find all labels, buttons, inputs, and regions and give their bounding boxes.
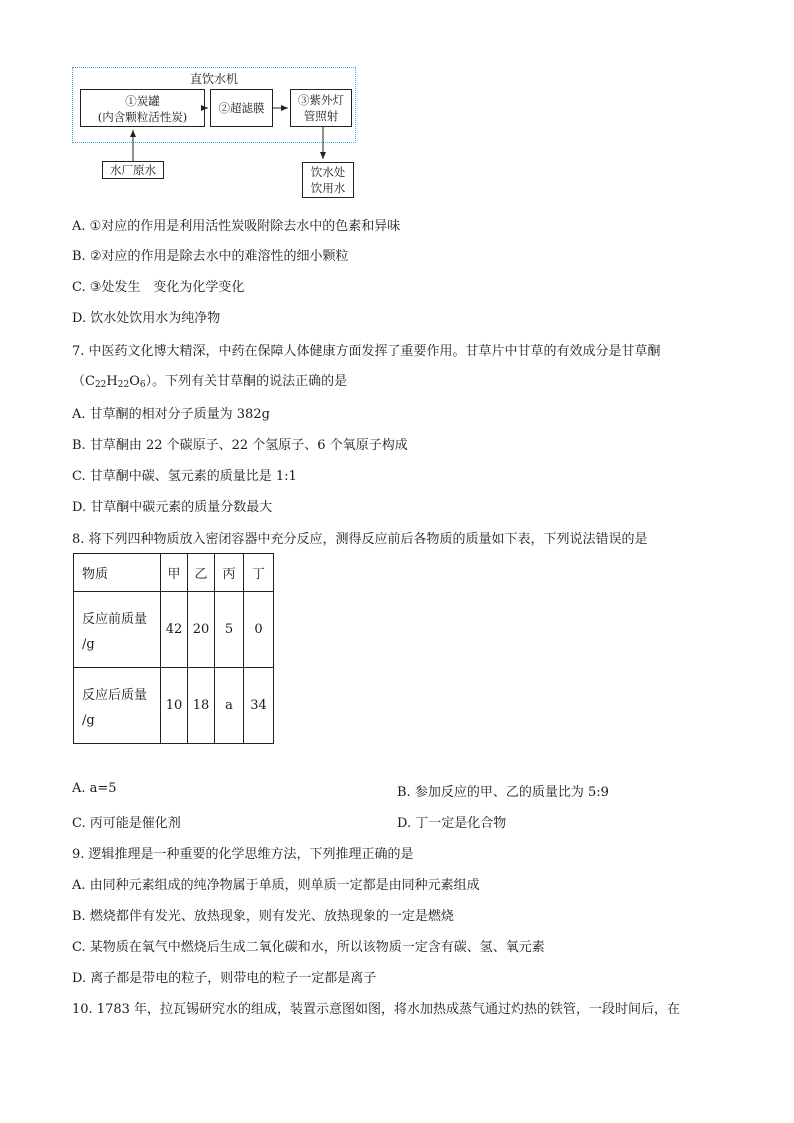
uv-lamp-label: ③紫外灯 (298, 93, 344, 107)
row-label-unit: /g (82, 712, 95, 728)
formula-h: H (106, 374, 118, 389)
table-header-cell: 丁 (244, 554, 274, 592)
q7-stem-line1: 7. 中医药文化博大精深，中药在保障人体健康方面发挥了重要作用。甘草片中甘草的有效成分是甘草酮 (72, 344, 661, 359)
q9-stem: 9. 逻辑推理是一种重要的化学思维方法，下列推理正确的是 (72, 847, 414, 862)
diagram-title: 直饮水机 (189, 72, 238, 86)
q9-option-c: C. 某物质在氧气中燃烧后生成二氧化碳和水，所以该物质一定含有碳、氢、氧元素 (72, 940, 545, 955)
q8-option-a: A. a=5 (72, 781, 117, 796)
formula-sub-h: 22 (117, 380, 130, 390)
table-cell: 20 (188, 592, 215, 668)
table-cell: 18 (188, 668, 215, 744)
table-row (74, 668, 274, 744)
table-cell: 42 (161, 592, 188, 668)
uv-lamp-note: 管照射 (303, 109, 339, 123)
q7-option-d: D. 甘草酮中碳元素的质量分数最大 (72, 500, 273, 515)
q7-stem-end: ）。下列有关甘草酮的说法正确的是 (145, 374, 348, 389)
water-purifier-diagram (72, 66, 362, 201)
formula-sub-c: 22 (94, 380, 107, 390)
table-cell: 0 (244, 592, 274, 668)
flow-arrows (72, 66, 362, 201)
drinking-water-label: 饮水处 (310, 165, 346, 179)
formula-o: O (129, 374, 140, 389)
q8-option-b: B. 参加反应的甲、乙的质量比为 5:9 (397, 785, 609, 800)
q6-option-a: A. ①对应的作用是利用活性炭吸附除去水中的色素和异味 (72, 219, 401, 234)
q6-option-c: C. ③处发生 变化为化学变化 (72, 280, 245, 295)
q7-option-b: B. 甘草酮由 22 个碳原子、22 个氢原子、6 个氧原子构成 (72, 438, 408, 453)
drinking-water-note: 饮用水 (310, 181, 346, 195)
table-header-row (74, 554, 274, 592)
formula-sub-o: 6 (139, 380, 146, 390)
q7-paren-open: （C (72, 374, 95, 389)
q6-option-b: B. ②对应的作用是除去水中的难溶性的细小颗粒 (72, 249, 349, 264)
ultrafiltration-box: ②超滤膜 (210, 89, 273, 127)
table-row-label (74, 668, 161, 744)
q6-option-d: D. 饮水处饮用水为纯净物 (72, 311, 221, 326)
table-header-cell: 乙 (188, 554, 215, 592)
table-cell: 10 (161, 668, 188, 744)
q7-stem-line2 (72, 370, 347, 390)
q9-option-a: A. 由同种元素组成的纯净物属于单质，则单质一定都是由同种元素组成 (72, 878, 480, 893)
q8-option-c: C. 丙可能是催化剂 (72, 816, 181, 831)
carbon-tank-note: (内含颗粒活性炭) (97, 110, 188, 124)
table-header-cell: 甲 (161, 554, 188, 592)
q9-option-b: B. 燃烧都伴有发光、放热现象，则有发光、放热现象的一定是燃烧 (72, 909, 454, 924)
table-header-cell: 丙 (215, 554, 244, 592)
row-label-unit: /g (82, 636, 95, 652)
table-row-label (74, 592, 161, 668)
table-cell: a (215, 668, 244, 744)
table-cell: 5 (215, 592, 244, 668)
row-label-main: 反应后质量 (82, 687, 148, 703)
table-row (74, 592, 274, 668)
mass-table (73, 553, 274, 744)
raw-water-box: 水厂原水 (102, 161, 164, 179)
carbon-tank-label: ①炭罐 (125, 94, 160, 108)
q7-option-c: C. 甘草酮中碳、氢元素的质量比是 1:1 (72, 469, 297, 484)
table-cell: 34 (244, 668, 274, 744)
q10-stem: 10. 1783 年，拉瓦锡研究水的组成，装置示意图如图，将水加热成蒸气通过灼热的铁管，一段时间后，在 (72, 1002, 681, 1017)
row-label-main: 反应前质量 (82, 611, 148, 627)
q8-option-d: D. 丁一定是化合物 (397, 816, 507, 831)
q9-option-d: D. 离子都是带电的粒子，则带电的粒子一定都是离子 (72, 971, 377, 986)
q8-stem: 8. 将下列四种物质放入密闭容器中充分反应，测得反应前后各物质的质量如下表，下列说法错误的是 (72, 532, 648, 547)
q7-option-a: A. 甘草酮的相对分子质量为 382g (72, 407, 270, 422)
table-header-cell: 物质 (74, 554, 161, 592)
